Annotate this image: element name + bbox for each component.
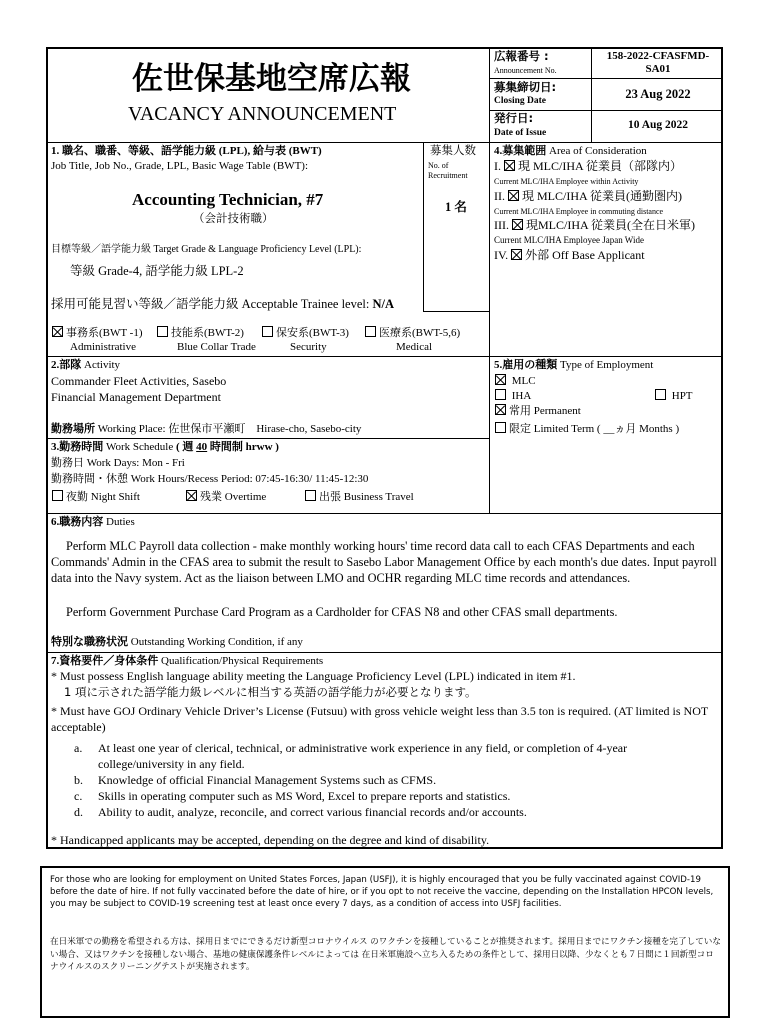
- divider-section3: [46, 438, 489, 439]
- business-travel[interactable]: 出張 Business Travel: [305, 490, 414, 504]
- job-title: Accounting Technician, #7: [132, 190, 324, 209]
- recruit-label-en2: Recruitment: [428, 171, 468, 180]
- night-shift[interactable]: 夜勤 Night Shift: [52, 490, 140, 504]
- title-jp: 佐世保基地空席広報: [132, 61, 411, 97]
- issue-label-jp: 発行日:: [494, 111, 534, 125]
- issue-label-en: Date of Issue: [494, 128, 547, 138]
- recruit-count: 1 名: [445, 200, 467, 214]
- checkbox-empty-icon[interactable]: [495, 422, 506, 433]
- section4-heading: [494, 145, 647, 158]
- recruit-label-jp: 募集人数: [430, 145, 476, 157]
- checkbox-checked-icon[interactable]: [495, 374, 506, 385]
- bwt-administrative-en: Administrative: [70, 341, 136, 353]
- trainee-level-label: 採用可能見習い等級／語学能力級 Acceptable Trainee level:: [51, 297, 370, 311]
- overtime[interactable]: 残業 Overtime: [186, 490, 266, 504]
- requirement-license: * Must have GOJ Ordinary Vehicle Driver’s License (Futsuu) with gross vehicle weight less than 3.5 ton is required. (AT limited is NOT acceptable): [51, 704, 709, 734]
- employment-hpt[interactable]: HPT: [655, 389, 693, 403]
- target-grade-label: 目標等級／語学能力級 Target Grade & Language Proficiency Level (LPL):: [51, 244, 362, 255]
- target-grade-value: 等級 Grade-4, 語学能力級 LPL-2: [70, 264, 244, 278]
- checkbox-empty-icon[interactable]: [655, 389, 666, 400]
- special-condition-jp: 特別な職務状況: [51, 636, 128, 648]
- list-item: c. Skills in operating computer such as MS Word, Excel to prepare reports and statistics.: [74, 789, 511, 803]
- activity-line1: Commander Fleet Activities, Sasebo: [51, 374, 227, 388]
- aoc-item-3[interactable]: III. 現MLC/IHA 従業員(全在日米軍): [494, 218, 695, 232]
- list-item: d. Ability to audit, analyze, reconcile, and correct various financial records and/or accounts.: [74, 805, 527, 819]
- work-hours: 勤務時間・休憩 Work Hours/Recess Period: 07:45-16:30/ 11:45-12:30: [51, 473, 369, 485]
- section3-heading-jp: 3.勤務時間: [51, 441, 104, 453]
- checkbox-checked-icon[interactable]: [508, 190, 519, 201]
- checkbox-checked-icon[interactable]: [511, 249, 522, 260]
- divider-header-vertical: [489, 47, 490, 361]
- section5-heading-jp: 5.雇用の種類: [494, 359, 558, 371]
- list-item: a. At least one year of clerical, technical, or administrative work experience in any field, or completion of 4-year college/university in any field.: [74, 741, 628, 771]
- section7-heading-en: Qualification/Physical Requirements: [161, 655, 324, 667]
- closing-label-jp: 募集締切日:: [494, 80, 557, 94]
- title-en: VACANCY ANNOUNCEMENT: [128, 103, 397, 125]
- section4-heading-jp: 4.募集範囲: [494, 145, 547, 157]
- aoc-item-1-en: Current MLC/IHA Employee within Activity: [494, 177, 639, 186]
- checkbox-empty-icon[interactable]: [262, 326, 273, 337]
- covid-notice-en: For those who are looking for employment on United States Forces, Japan (USFJ), it is highly encouraged that you be fully vaccinated against COVID-19 before the date of hire. If not fully vaccinated before the date of hire, or if you opt to not receive the vaccine, depending on the Installation HPCON levels, you may be subject to COVID-19 screening test at least once every 7 days, as a condition of access into USFJ facilities.: [50, 875, 714, 909]
- divider-section5: [489, 356, 490, 513]
- employment-limited[interactable]: 限定 Limited Term ( __ヵ月 Months ): [495, 422, 679, 436]
- employment-permanent[interactable]: 常用 Permanent: [495, 404, 581, 418]
- section3-heading: 3.勤務時間 Work Schedule ( 週 40 時間制 hrww ): [51, 441, 279, 453]
- bwt-administrative[interactable]: 事務系(BWT -1): [52, 326, 142, 340]
- employment-mlc[interactable]: MLC: [495, 374, 536, 388]
- section2-heading-jp: 2.部隊: [51, 359, 82, 371]
- closing-label-en: Closing Date: [494, 96, 546, 106]
- divider-section2: [46, 356, 723, 357]
- special-condition-en: Outstanding Working Condition, if any: [130, 636, 303, 648]
- duties-paragraph-1: Perform MLC Payroll data collection - make monthly working hours' time record data call to each CFAS Departments and each Commands' Admin in the CFAS area to submit the result to Sasebo Labor Management Office by each month's due dates. Input payroll data into the Navy system. Act as the liaison between LMO and OCHR regarding MLC time records and attendances.: [51, 539, 717, 585]
- closing-date: 23 Aug 2022: [625, 87, 691, 101]
- section6-heading-en: Duties: [106, 516, 135, 528]
- qualification-list: [74, 740, 714, 820]
- working-place-label: 勤務場所: [51, 423, 95, 435]
- announcement-label-jp: 広報番号 :: [494, 49, 549, 63]
- divider-header-inner: [591, 47, 592, 142]
- special-condition: [51, 636, 303, 649]
- checkbox-empty-icon[interactable]: [365, 326, 376, 337]
- divider-recruit-bottom: [423, 311, 489, 312]
- aoc-item-2-en: Current MLC/IHA Employee in commuting distance: [494, 207, 664, 216]
- divider-section6: [46, 513, 723, 514]
- checkbox-checked-icon[interactable]: [52, 326, 63, 337]
- checkbox-empty-icon[interactable]: [157, 326, 168, 337]
- working-place-text: Working Place: 佐世保市平瀬町 Hirase-cho, Sasebo-city: [97, 423, 362, 435]
- section5-heading-en: Type of Employment: [560, 359, 654, 371]
- aoc-item-3-en: Current MLC/IHA Employee Japan Wide: [494, 235, 644, 245]
- requirement-english-jp: 1 項に示された語学能力級レベルに相当する英語の語学能力が必要となります。: [64, 685, 477, 699]
- section1-heading-jp: 1. 職名、職番、等級、語学能力級 (LPL), 給与表 (BWT): [51, 145, 322, 157]
- covid-notice-jp: 在日米軍での勤務を希望される方は、採用日までにできるだけ新型コロナウイルス のワクチンを接種していることが推奨されます。採用日までにワクチン接種を完了していない場合、又はワクチンを接種しない場合、基地の健康保護条件レベルによっては 在日米軍施設へ立ち入るための条件として、採用日以降、少なくとも７日間に１回新型コロナウイルスのスクリーニングテストが実施されます。: [50, 937, 721, 972]
- checkbox-checked-icon[interactable]: [504, 160, 515, 171]
- section7-heading-jp: 7.資格要件／身体条件: [51, 655, 159, 667]
- recruit-label-en1: No. of: [428, 161, 449, 170]
- section6-heading: [51, 516, 135, 529]
- divider-recruit: [423, 142, 424, 311]
- bwt-blue-collar[interactable]: 技能系(BWT-2): [157, 326, 244, 340]
- section4-heading-en: Area of Consideration: [549, 145, 647, 157]
- section3-heading-en: Work Schedule: [106, 441, 174, 453]
- aoc-item-4[interactable]: IV. 外部 Off Base Applicant: [494, 248, 645, 262]
- divider-header: [46, 142, 723, 143]
- section2-heading-en: Activity: [84, 359, 121, 371]
- bwt-blue-collar-en: Blue Collar Trade: [177, 341, 256, 353]
- list-item: b. Knowledge of official Financial Management Systems such as CFMS.: [74, 773, 437, 787]
- checkbox-checked-icon[interactable]: [495, 404, 506, 415]
- announcement-number: 158-2022-CFASFMD-SA01: [606, 50, 710, 75]
- bwt-medical[interactable]: 医療系(BWT-5,6): [365, 326, 460, 340]
- duties-paragraph-2: Perform Government Purchase Card Program as a Cardholder for CFAS N8 and other CFAS small departments.: [66, 605, 618, 619]
- aoc-item-2[interactable]: II. 現 MLC/IHA 従業員(通勤圏内): [494, 189, 682, 203]
- section7-heading: [51, 655, 323, 668]
- handicapped-note: * Handicapped applicants may be accepted, depending on the degree and kind of disability.: [51, 833, 490, 847]
- work-days: 勤務日 Work Days: Mon - Fri: [51, 457, 185, 469]
- bwt-security-en: Security: [290, 341, 327, 353]
- covid-notice-box: [40, 866, 730, 1018]
- weekly-hours: 40: [196, 441, 208, 453]
- issue-date: 10 Aug 2022: [627, 119, 689, 131]
- trainee-level: [51, 297, 394, 311]
- job-title-jp: （会計技術職）: [193, 211, 274, 225]
- section1-heading-en: Job Title, Job No., Grade, LPL, Basic Wage Table (BWT):: [51, 160, 309, 172]
- bwt-medical-en: Medical: [396, 341, 433, 353]
- announcement-label-en: Announcement No.: [494, 66, 557, 75]
- employment-iha[interactable]: IHA: [495, 389, 531, 403]
- working-place: [51, 423, 361, 436]
- section5-heading: [494, 359, 653, 372]
- checkbox-checked-icon[interactable]: [512, 219, 523, 230]
- activity-line2: Financial Management Department: [51, 390, 221, 404]
- divider-header-row1: [489, 78, 723, 79]
- divider-section7: [46, 652, 723, 653]
- aoc-item-1[interactable]: I. 現 MLC/IHA 従業員（部隊内）: [494, 159, 683, 173]
- checkbox-checked-icon[interactable]: [186, 490, 197, 501]
- checkbox-empty-icon[interactable]: [305, 490, 316, 501]
- section6-heading-jp: 6.職務内容: [51, 516, 104, 528]
- requirement-english: * Must possess English language ability meeting the Language Proficiency Level (LPL) indicated in item #1.: [51, 669, 576, 683]
- checkbox-empty-icon[interactable]: [495, 389, 506, 400]
- checkbox-empty-icon[interactable]: [52, 490, 63, 501]
- bwt-security[interactable]: 保安系(BWT-3): [262, 326, 349, 340]
- section2-heading: [51, 359, 120, 372]
- trainee-level-value: N/A: [372, 297, 395, 311]
